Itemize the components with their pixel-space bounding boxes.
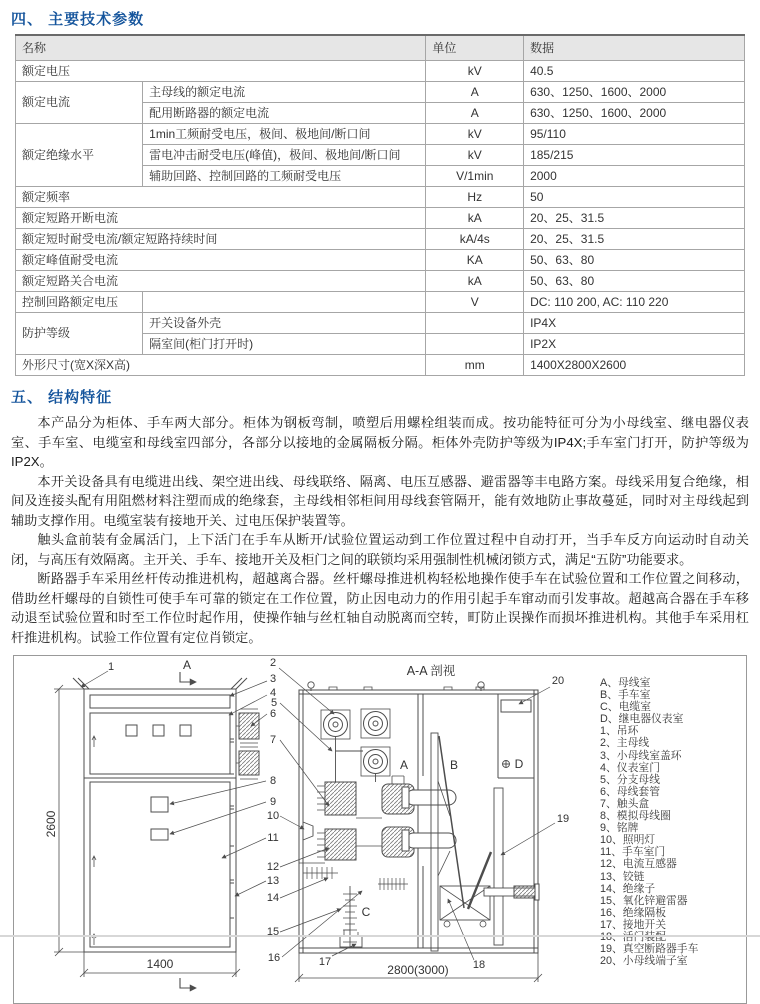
- table-header-cell: 名称: [16, 35, 426, 61]
- callout-16: 16: [267, 952, 281, 964]
- table-row: [16, 250, 745, 271]
- room-label-d: D: [514, 757, 524, 771]
- legend-item: 20、小母线端子室: [600, 955, 688, 968]
- structure-paragraphs: [11, 413, 749, 647]
- dim-height-label: 2600: [44, 810, 58, 838]
- legend-item: 6、母线套管: [600, 785, 660, 798]
- table-cell: DC: 110 200, AC: 110 220: [524, 292, 745, 313]
- room-label-b: B: [449, 758, 459, 772]
- callout-19: 19: [556, 813, 570, 825]
- section-marker-label: A: [182, 658, 192, 672]
- paragraph: 本开关设备具有电缆进出线、架空进出线、母线联络、隔离、电压互感器、避雷器等丰电路方案。母线采用复合绝缘，相间及连接头配有用阻燃材料注塑而成的绝缘套，主母线相邻柜间用母线套管隔开，能有效地防止事故蔓延，同时对主母线起到辅助支撑作用。电缆室装有接地开关、过电压保护装置等。: [11, 473, 749, 528]
- table-cell: kV: [426, 124, 524, 145]
- legend-item: 8、模拟母线圈: [600, 810, 671, 823]
- legend-item: 5、分支母线: [600, 773, 660, 786]
- legend-item: 12、电流互感器: [600, 858, 677, 871]
- table-cell: 防护等级: [16, 313, 143, 355]
- paragraph: 触头盒前装有金属活门，上下活门在手车从断开/试验位置运动到工作位置过程中自动打开，当手车反方向运动时自动关闭，与高压有效隔离。主开关、手车、接地开关及柜门之间的联锁均采用强制性机械闭锁方式，满足“五防”功能要求。: [11, 532, 749, 567]
- table-cell: 50、63、80: [524, 250, 745, 271]
- table-row: [16, 313, 745, 334]
- table-cell: 630、1250、1600、2000: [524, 82, 745, 103]
- legend-item: 14、绝缘子: [600, 882, 656, 895]
- table-cell: V: [426, 292, 524, 313]
- table-cell: 辅助回路、控制回路的工频耐受电压: [143, 166, 426, 187]
- table-cell: Hz: [426, 187, 524, 208]
- callout-10: 10: [266, 810, 280, 822]
- table-row: [16, 82, 745, 103]
- table-cell: V/1min: [426, 166, 524, 187]
- table-cell: 额定绝缘水平: [16, 124, 143, 187]
- callout-15: 15: [266, 926, 280, 938]
- table-cell: 控制回路额定电压: [16, 292, 143, 313]
- legend-item: C、电缆室: [600, 701, 651, 714]
- table-row: [16, 187, 745, 208]
- table-row: [16, 229, 745, 250]
- table-cell: kV: [426, 61, 524, 82]
- legend-item: 16、绝缘隔板: [600, 906, 666, 919]
- table-cell: KA: [426, 250, 524, 271]
- section4-title: 四、 主要技术参数: [11, 11, 145, 28]
- callout-8: 8: [269, 775, 277, 787]
- table-cell: 额定短路关合电流: [16, 271, 426, 292]
- table-cell: 配用断路器的额定电流: [143, 103, 426, 124]
- table-cell: A: [426, 103, 524, 124]
- callout-6: 6: [269, 708, 277, 720]
- callout-14: 14: [266, 892, 280, 904]
- room-label-a: A: [399, 758, 409, 772]
- table-cell: 20、25、31.5: [524, 208, 745, 229]
- table-cell: [143, 292, 426, 313]
- legend-item: 15、氧化锌避雷器: [600, 894, 688, 907]
- callout-1: 1: [107, 661, 115, 673]
- table-cell: 20、25、31.5: [524, 229, 745, 250]
- table-cell: 50: [524, 187, 745, 208]
- front-view: [54, 672, 259, 988]
- table-cell: 185/215: [524, 145, 745, 166]
- section5-title: 五、 结构特征: [11, 389, 113, 406]
- table-cell: 额定峰值耐受电流: [16, 250, 426, 271]
- callout-17: 17: [318, 956, 332, 968]
- page: [0, 8, 760, 977]
- table-row: [16, 208, 745, 229]
- table-cell: 额定短时耐受电流/额定短路持续时间: [16, 229, 426, 250]
- table-cell: 额定短路开断电流: [16, 208, 426, 229]
- page-bottom-divider: [0, 935, 760, 937]
- callout-9: 9: [269, 796, 277, 808]
- table-cell: 2000: [524, 166, 745, 187]
- paragraph: 断路器手车采用丝杆传动推进机构，超越离合器。丝杆螺母推进机构轻松地操作使手车在试验位置和工作位置之间移动，借助丝杆螺母的自锁性可使手车可靠的锁定在工作位置，防止因电动力的作用引起手车窜动而引发事故。超越高合器在手车移动退至试验位置和时至工作位时起作用，使操作轴与丝杠轴自动脱离而空转，町防止误操作而损坏推进机构。其他手车采用杠杆推进机构。试验工作位置有定位肖锁定。: [11, 571, 749, 645]
- callout-5: 5: [270, 697, 278, 709]
- table-cell: mm: [426, 355, 524, 376]
- table-cell: kV: [426, 145, 524, 166]
- table-row: [16, 124, 745, 145]
- callout-2: 2: [269, 657, 277, 669]
- structure-diagram: [13, 655, 747, 1004]
- callout-13: 13: [266, 875, 280, 887]
- legend-item: 10、照明灯: [600, 834, 656, 847]
- table-cell: kA: [426, 208, 524, 229]
- legend-item: B、手车室: [600, 689, 651, 702]
- legend-item: 13、铰链: [600, 870, 645, 883]
- table-cell: kA/4s: [426, 229, 524, 250]
- table-cell: 开关设备外壳: [143, 313, 426, 334]
- legend-item: 17、接地开关: [600, 918, 666, 931]
- table-cell: kA: [426, 271, 524, 292]
- paragraph: 本产品分为柜体、手车两大部分。柜体为钢板弯制，喷塑后用螺栓组装而成。按功能特征可分为小母线室、继电器仪表室、手车室、电缆室和母线室四部分，各部分以接地的金属隔板分隔。柜体外壳防护等级为IP4X;手车室门打开，防护等级为IP2X。: [11, 415, 749, 469]
- callout-18: 18: [472, 959, 486, 971]
- legend-item: 9、铭牌: [600, 822, 639, 835]
- legend-item: 18、活门装配: [600, 930, 666, 943]
- table-cell: 630、1250、1600、2000: [524, 103, 745, 124]
- table-cell: [426, 313, 524, 334]
- table-cell: 外形尺寸(宽X深X高): [16, 355, 426, 376]
- table-row: [16, 271, 745, 292]
- legend-item: 1、吊环: [600, 725, 639, 738]
- legend-item: 19、真空断路器手车: [600, 943, 699, 956]
- legend-item: 3、小母线室盖环: [600, 749, 682, 762]
- table-cell: A: [426, 82, 524, 103]
- table-cell: 额定频率: [16, 187, 426, 208]
- callout-11: 11: [267, 832, 279, 844]
- table-header-cell: 单位: [426, 35, 524, 61]
- table-row: [16, 355, 745, 376]
- section-view-title: A-A 剖视: [406, 664, 456, 678]
- table-cell: 40.5: [524, 61, 745, 82]
- table-row: [16, 292, 745, 313]
- table-header-row: [16, 35, 745, 61]
- table-cell: 95/110: [524, 124, 745, 145]
- table-cell: [426, 334, 524, 355]
- table-cell: IP4X: [524, 313, 745, 334]
- table-header-cell: 数据: [524, 35, 745, 61]
- legend-item: D、继电器仪表室: [600, 713, 684, 726]
- legend-item: 2、主母线: [600, 737, 650, 750]
- table-cell: 隔室间(柜门打开时): [143, 334, 426, 355]
- table-cell: 主母线的额定电流: [143, 82, 426, 103]
- legend-item: 11、手车室门: [600, 846, 666, 859]
- table-cell: 1min工频耐受电压，极间、极地间/断口间: [143, 124, 426, 145]
- callout-7: 7: [269, 734, 277, 746]
- room-label-c: C: [361, 905, 371, 919]
- dim-width-label: 1400: [146, 957, 174, 971]
- parameters-table: [15, 34, 745, 376]
- diagram-legend: [600, 677, 744, 967]
- table-cell: 50、63、80: [524, 271, 745, 292]
- table-cell: 额定电流: [16, 82, 143, 124]
- table-cell: 雷电冲击耐受电压(峰值)，极间、极地间/断口间: [143, 145, 426, 166]
- dim-depth-label: 2800(3000): [387, 963, 449, 977]
- technical-drawing: [14, 656, 598, 1001]
- legend-item: 7、触头盒: [600, 797, 650, 810]
- callout-20: 20: [551, 675, 565, 687]
- table-cell: 1400X2800X2600: [524, 355, 745, 376]
- table-cell: 额定电压: [16, 61, 426, 82]
- legend-item: A、母线室: [600, 677, 651, 689]
- callout-4: 4: [269, 687, 277, 699]
- drawing-text: [44, 657, 569, 977]
- legend-item: 4、仪表室门: [600, 761, 660, 774]
- callout-3: 3: [269, 673, 277, 685]
- table-cell: IP2X: [524, 334, 745, 355]
- table-row: [16, 61, 745, 82]
- callout-12: 12: [266, 861, 280, 873]
